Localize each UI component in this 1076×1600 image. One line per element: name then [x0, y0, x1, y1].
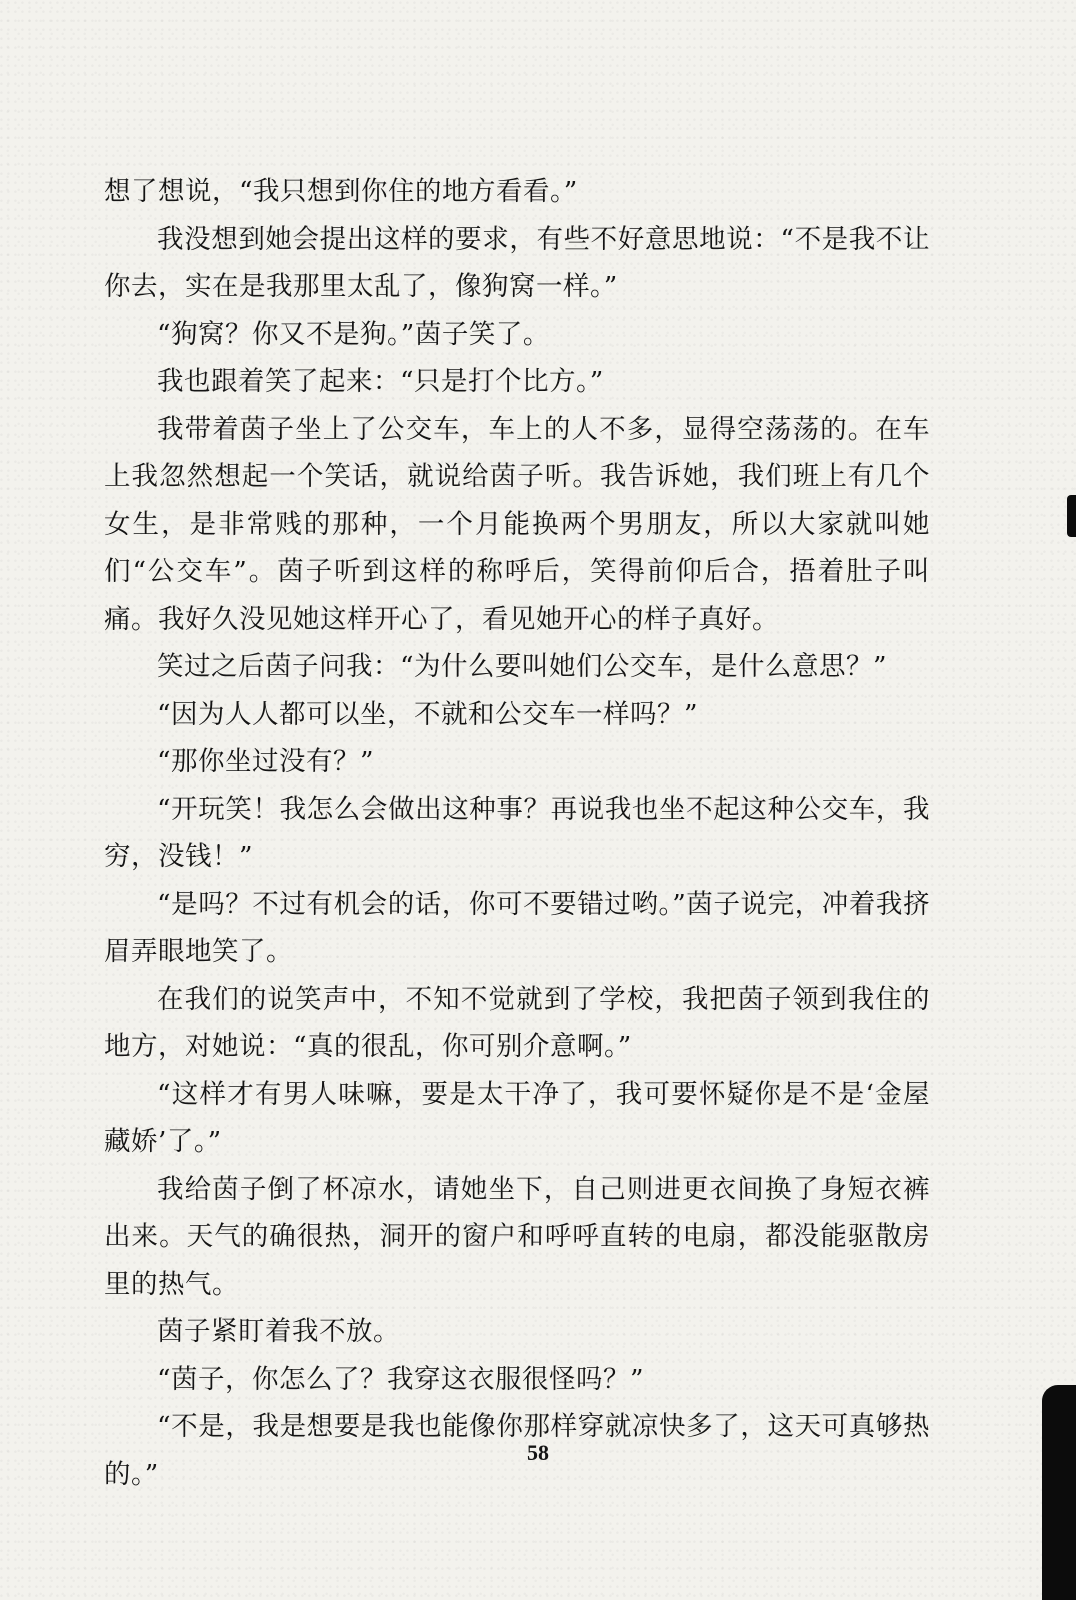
paragraph: 茵子紧盯着我不放。: [157, 1316, 400, 1347]
paragraph: 我给茵子倒了杯凉水，请她坐下，自己则进更衣间换了身短衣裤出来。天气的确很热，洞开的窗户和呼呼直转的电扇，都没能驱散房里的热气。: [104, 1173, 930, 1300]
paragraph: 笑过之后茵子问我：“为什么要叫她们公交车，是什么意思？”: [157, 651, 888, 682]
body-text: [104, 168, 930, 1498]
scan-edge-mark: [1067, 495, 1076, 537]
page-number: 58: [527, 1440, 549, 1465]
paragraph: 在我们的说笑声中，不知不觉就到了学校，我把茵子领到我住的地方，对她说：“真的很乱，你可别介意啊。”: [104, 983, 930, 1062]
paragraph: 想了想说，“我只想到你住的地方看看。”: [104, 176, 578, 207]
paragraph: “那你坐过没有？”: [157, 746, 375, 777]
paragraph: 我没想到她会提出这样的要求，有些不好意思地说：“不是我不让你去，实在是我那里太乱了，像狗窝一样。”: [104, 223, 930, 302]
paragraph: “是吗？不过有机会的话，你可不要错过哟。”茵子说完，冲着我挤眉弄眼地笑了。: [104, 888, 930, 967]
paragraph: “狗窝？你又不是狗。”茵子笑了。: [157, 318, 550, 350]
paragraph: 我带着茵子坐上了公交车，车上的人不多，显得空荡荡的。在车上我忽然想起一个笑话，就说给茵子听。我告诉她，我们班上有几个女生，是非常贱的那种，一个月能换两个男朋友，所以大家就叫她们“公交车”。茵子听到这样的称呼后，笑得前仰后合，捂着肚子叫痛。我好久没见她这样开心了，看见她开心的样子真好。: [104, 413, 930, 635]
paragraph: “因为人人都可以坐，不就和公交车一样吗？”: [157, 698, 699, 730]
paragraph: 我也跟着笑了起来：“只是打个比方。”: [157, 366, 604, 397]
paragraph: “开玩笑！我怎么会做出这种事？再说我也坐不起这种公交车，我穷，没钱！”: [104, 793, 930, 872]
paragraph: “这样才有男人味嘛，要是太干净了，我可要怀疑你是不是‘金屋藏娇’了。”: [104, 1078, 930, 1157]
paragraph: “不是，我是想要是我也能像你那样穿就凉快多了，这天可真够热的。”: [104, 1411, 930, 1490]
scan-edge-mark: [1042, 1385, 1076, 1600]
paragraph: “茵子，你怎么了？我穿这衣服很怪吗？”: [157, 1363, 645, 1395]
